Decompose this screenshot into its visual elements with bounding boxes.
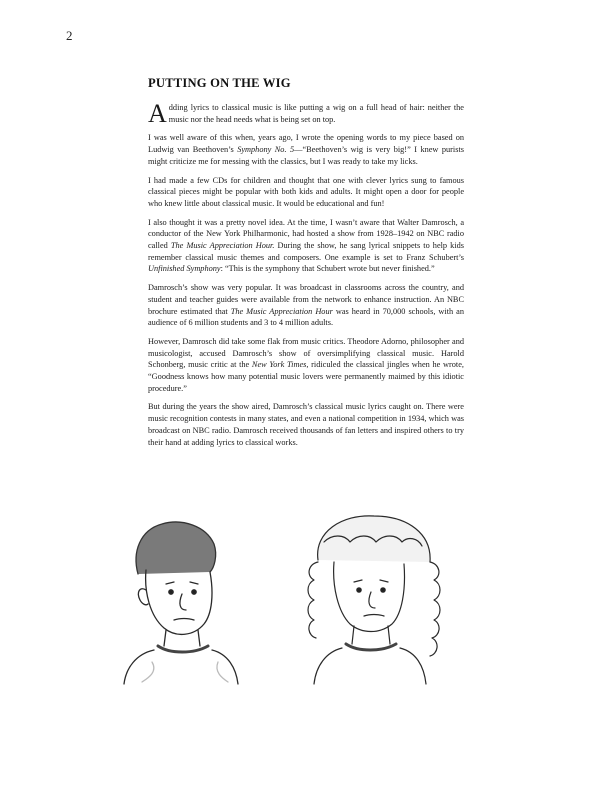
text-run: I had made a few CDs for children and thought that one with clever lyrics sung to famous classical pieces might be popular with both kids and adults. It might open a door for people who knew little about classical music. It would be educational and fun! — [148, 175, 464, 208]
section-title: PUTTING ON THE WIG — [148, 76, 291, 90]
drop-cap: A — [148, 99, 167, 128]
page-number: 2 — [66, 28, 73, 43]
paragraph — [148, 132, 464, 167]
paragraph — [148, 401, 464, 448]
italic-text: Symphony No. 5 — [237, 145, 295, 155]
cartoon-illustration — [118, 512, 498, 687]
italic-text: The Music Appreciation Hour — [230, 306, 333, 316]
text-run: Damrosch’s show was very popular. It was broadcast in classrooms across the country, and student and teacher guides were available from the network to enhance instruction. An NBC brochure estimated that — [148, 283, 464, 316]
paragraph — [148, 175, 464, 210]
text-run: I also thought it was a pretty novel idea. At the time, I wasn’t aware that Walter Damrosch, a conductor of the New York Philharmonic, had hosted a show from 1928–1942 on NBC radio called — [148, 217, 464, 251]
man-with-powdered-wig — [308, 516, 440, 684]
man-without-wig — [124, 522, 238, 684]
text-run: was heard in 70,000 schools, with an audience of 6 million students and 3 to 4 million adults. — [148, 306, 464, 328]
italic-text: The Music Appreciation Hour. — [170, 241, 275, 251]
italic-text: Unfinished Symphony — [148, 264, 221, 274]
paragraph — [148, 336, 464, 395]
article — [148, 76, 464, 455]
text-run: I was well aware of this when, years ago, I wrote the opening words to my piece based on Ludwig van Beethoven’s — [148, 133, 464, 155]
italic-text: New York Times — [251, 360, 307, 370]
text-run: —“Beethoven’s wig is very big!” I knew purists might criticize me for messing with the classics, but I was ready to take my licks. — [148, 145, 465, 166]
text-run: : “This is the symphony that Schubert wrote but never finished.” — [220, 264, 435, 274]
text-run: During the show, he sang lyrical snippets to help kids remember classical music themes and composers. One example is set to Franz Schubert’s — [148, 241, 465, 262]
paragraph — [148, 217, 464, 276]
text-run: , ridiculed the classical jingles when he wrote, “Goodness knows how many potential music lovers were permanently maimed by this idiotic procedure.” — [148, 360, 464, 393]
text-run: dding lyrics to classical music is like putting a wig on a full head of hair: neither the music nor the head needs what is being set on top. — [168, 103, 464, 124]
text-run: However, Damrosch did take some flak from music critics. Theodore Adorno, philosopher and musicologist, accused Damrosch’s show of oversimplifying classical music. Harold Schonberg, music critic at the — [148, 336, 464, 370]
paragraph — [148, 99, 464, 128]
paragraph — [148, 282, 464, 329]
text-run: But during the years the show aired, Damrosch’s classical music lyrics caught on. There were music recognition contests in many states, and even a national competition in 1934, which was broadcast on NBC radio. Damrosch received thousands of fan letters and inspired others to try their hand at adding lyrics to classical works. — [148, 402, 464, 447]
